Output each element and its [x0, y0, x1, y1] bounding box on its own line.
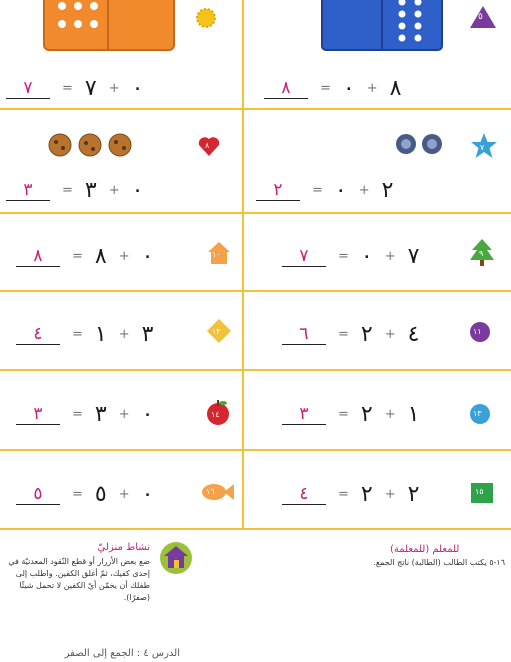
grid-line	[0, 528, 511, 530]
addend: ٥	[94, 482, 107, 507]
plus-sign: +	[358, 183, 370, 198]
answer-field[interactable]: ٨	[264, 79, 308, 99]
addend: ٠	[141, 244, 154, 269]
equation-right	[264, 76, 401, 101]
equation-right	[256, 178, 393, 203]
addend: ٠	[131, 178, 144, 203]
badge-number: ١١	[473, 327, 482, 336]
addend: ٠	[131, 76, 144, 101]
equals-sign: =	[338, 487, 349, 502]
plus-sign: +	[366, 81, 378, 96]
sun-badge-icon	[194, 6, 218, 30]
addend: ٤	[407, 322, 420, 347]
equals-sign: =	[62, 81, 73, 96]
home-activity-text: ضع بعض الأزرار أو قطع النّقود المعدنيّة في إحدى كفيك، ثمّ أغلق الكفين. واطلب إلى طفلك أن يخمّن أيّ الكفين لا تحمل شيئًا (صفرًا).	[8, 557, 150, 602]
equation-right	[282, 244, 419, 269]
equation-left	[6, 76, 143, 101]
answer-field[interactable]: ٦	[282, 325, 326, 345]
addend: ١	[94, 322, 107, 347]
grid-line	[0, 290, 511, 292]
badge-number: ١٠	[212, 250, 221, 259]
equals-sign: =	[338, 407, 349, 422]
grid-line	[0, 108, 511, 110]
answer-field[interactable]: ٣	[16, 405, 60, 425]
equals-sign: =	[338, 327, 349, 342]
blue-domino-image	[318, 0, 448, 56]
plus-sign: +	[108, 81, 120, 96]
badge-number: ٨	[205, 141, 210, 150]
equals-sign: =	[338, 249, 349, 264]
addend: ٣	[141, 322, 154, 347]
teacher-note-title: للمعلم (للمعلمة)	[390, 544, 460, 555]
answer-field[interactable]: ٤	[282, 485, 326, 505]
addend: ٠	[141, 402, 154, 427]
equals-sign: =	[320, 81, 331, 96]
plus-sign: +	[384, 327, 396, 342]
answer-field[interactable]: ٧	[282, 247, 326, 267]
addend: ٨	[389, 76, 402, 101]
answer-field[interactable]: ٥	[16, 485, 60, 505]
equals-sign: =	[312, 183, 323, 198]
addend: ٢	[381, 178, 394, 203]
equation-left	[6, 178, 143, 203]
addend: ٢	[407, 482, 420, 507]
badge-number: ٥	[478, 12, 483, 22]
equation-left	[16, 244, 153, 269]
addend: ٣	[84, 178, 97, 203]
equation-right	[282, 402, 419, 427]
addend: ٨	[94, 244, 107, 269]
plus-sign: +	[384, 487, 396, 502]
orange-domino-image	[38, 0, 188, 58]
equals-sign: =	[72, 249, 83, 264]
equals-sign: =	[72, 327, 83, 342]
badge-number: ١٦	[206, 487, 215, 496]
addend: ٠	[141, 482, 154, 507]
equation-right	[282, 482, 419, 507]
equation-left	[16, 482, 153, 507]
plus-sign: +	[118, 407, 130, 422]
answer-field[interactable]: ٤	[16, 325, 60, 345]
badge-number: ١٤	[211, 410, 220, 419]
equals-sign: =	[62, 183, 73, 198]
addend: ٢	[360, 402, 373, 427]
cookies-image	[46, 132, 142, 158]
answer-field[interactable]: ٢	[256, 181, 300, 201]
answer-field[interactable]: ٨	[16, 247, 60, 267]
plus-sign: +	[384, 249, 396, 264]
badge-number: ١٣	[473, 409, 482, 418]
answer-field[interactable]: ٣	[282, 405, 326, 425]
addend: ٧	[84, 76, 97, 101]
addend: ١	[407, 402, 420, 427]
equals-sign: =	[72, 487, 83, 502]
teacher-note-text: ١٦-٥ يكتب الطالب (الطالبة) ناتج الجمع.	[373, 558, 505, 567]
lesson-title: الدرس ٤ : الجمع إلى الصفر	[64, 648, 180, 659]
plus-sign: +	[118, 249, 130, 264]
equation-left	[16, 322, 153, 347]
equals-sign: =	[72, 407, 83, 422]
plus-sign: +	[118, 487, 130, 502]
addend: ٣	[94, 402, 107, 427]
plus-sign: +	[384, 407, 396, 422]
grid-line	[0, 449, 511, 451]
badge-number: ١٢	[212, 327, 221, 336]
addend: ٠	[342, 76, 355, 101]
addend: ٢	[360, 482, 373, 507]
answer-field[interactable]: ٣	[6, 181, 50, 201]
home-activity-title: نشاط منزليّ	[97, 542, 150, 553]
home-activity-icon	[158, 540, 194, 576]
plus-sign: +	[108, 183, 120, 198]
plus-sign: +	[118, 327, 130, 342]
addend: ٢	[360, 322, 373, 347]
answer-field[interactable]: ٧	[6, 79, 50, 99]
badge-number: ١٥	[475, 487, 484, 496]
equation-left	[16, 402, 153, 427]
grid-line	[0, 369, 511, 371]
addend: ٠	[334, 178, 347, 203]
blue-buttons-image	[392, 132, 456, 156]
addend: ٠	[360, 244, 373, 269]
triangle-badge-icon	[468, 4, 498, 30]
equation-right	[282, 322, 419, 347]
badge-number: ٩	[479, 249, 484, 258]
addend: ٧	[407, 244, 420, 269]
grid-line	[0, 212, 511, 214]
badge-number: ٧	[480, 143, 485, 152]
